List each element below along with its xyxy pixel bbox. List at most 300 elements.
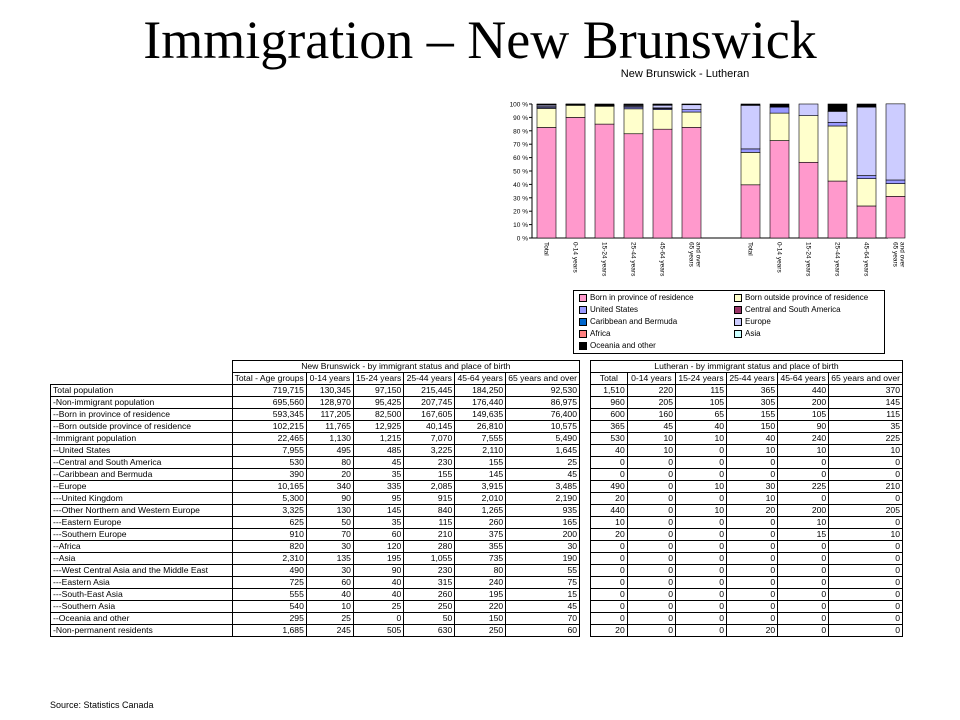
table-cell: 0 [829, 457, 903, 469]
table-cell: 190 [506, 553, 580, 565]
table-cell: 0 [627, 601, 675, 613]
table-cell: 2,010 [455, 493, 506, 505]
legend-label: Oceania and other [590, 341, 656, 350]
table-cell: 10 [676, 481, 727, 493]
x-tick-label: 45-64 years [862, 242, 870, 277]
bar-segment [566, 117, 585, 238]
table-cell: 70 [506, 613, 580, 625]
legend-swatch [579, 318, 587, 326]
table-row [51, 541, 580, 553]
table-cell: 0 [829, 553, 903, 565]
x-tick-label: 25-44 years [833, 242, 841, 277]
legend-item [734, 329, 761, 339]
bar-segment [799, 104, 818, 116]
row-label: ---Other Northern and Western Europe [51, 505, 233, 517]
table-cell: 915 [404, 493, 455, 505]
table-cell: 10 [727, 445, 778, 457]
table-cell: 10 [829, 445, 903, 457]
x-tick-label: Total [746, 242, 754, 256]
table-cell: 910 [232, 529, 306, 541]
bar-segment [857, 107, 876, 175]
table-cell: 30 [306, 541, 353, 553]
table-row [591, 529, 903, 541]
table-cell: 0 [676, 541, 727, 553]
table-cell: 145 [353, 505, 403, 517]
table-cell: 240 [455, 577, 506, 589]
table-cell: 86,975 [506, 397, 580, 409]
table-cell: 10 [627, 445, 675, 457]
table-cell: 45 [353, 457, 403, 469]
y-tick-label: 10 % [513, 222, 528, 230]
legend-item [579, 317, 677, 327]
bar-segment [828, 104, 847, 111]
legend-label: Europe [745, 317, 771, 326]
legend-swatch [734, 330, 742, 338]
legend-label: Africa [590, 329, 611, 338]
table-row [591, 421, 903, 433]
table-row [591, 589, 903, 601]
x-tick-label: and over [694, 242, 702, 268]
column-header: 65 years and over [829, 373, 903, 385]
row-label: --Caribbean and Bermuda [51, 469, 233, 481]
table-cell: 365 [727, 385, 778, 397]
table-cell: 0 [778, 625, 829, 637]
table-cell: 240 [778, 433, 829, 445]
table-cell: 0 [829, 565, 903, 577]
row-label: ---South-East Asia [51, 589, 233, 601]
table-row [51, 385, 580, 397]
x-tick-label: 15-24 years [804, 242, 812, 277]
table-row [51, 445, 580, 457]
bar-segment [741, 104, 760, 105]
legend-swatch [734, 318, 742, 326]
table-cell: 50 [306, 517, 353, 529]
legend-swatch [579, 306, 587, 314]
y-tick-label: 60 % [513, 155, 528, 163]
bar-segment [799, 162, 818, 238]
table-cell: 2,190 [506, 493, 580, 505]
table-cell: 200 [778, 397, 829, 409]
table-cell: 335 [353, 481, 403, 493]
table-cell: 95,425 [353, 397, 403, 409]
table-cell: 935 [506, 505, 580, 517]
table-cell: 1,265 [455, 505, 506, 517]
bar-segment [682, 110, 701, 112]
table-cell: 40 [676, 421, 727, 433]
column-header: Total - Age groups [232, 373, 306, 385]
table-row [51, 457, 580, 469]
table-cell: 245 [306, 625, 353, 637]
table-cell: 1,215 [353, 433, 403, 445]
table-cell: 7,555 [455, 433, 506, 445]
table-cell: 0 [727, 565, 778, 577]
table-cell: 0 [627, 505, 675, 517]
row-label: Total population [51, 385, 233, 397]
table-cell: 695,560 [232, 397, 306, 409]
bar-segment [682, 104, 701, 105]
table-cell: 40 [353, 589, 403, 601]
row-label: ---West Central Asia and the Middle East [51, 565, 233, 577]
x-tick-label: and over [898, 242, 906, 268]
bar-segment [595, 106, 614, 124]
table-cell: 10 [676, 433, 727, 445]
bar-segment [857, 104, 876, 107]
table-cell: 0 [591, 613, 628, 625]
legend-item [734, 317, 771, 327]
table-cell: 10 [778, 517, 829, 529]
table-cell: 0 [727, 553, 778, 565]
table-row [591, 577, 903, 589]
table-cell: 117,205 [306, 409, 353, 421]
table-cell: 30 [506, 541, 580, 553]
y-tick-label: 50 % [513, 168, 528, 176]
table-cell: 0 [627, 493, 675, 505]
y-tick-label: 100 % [509, 101, 528, 109]
table-cell: 130,345 [306, 385, 353, 397]
table-row [51, 625, 580, 637]
table-cell: 210 [404, 529, 455, 541]
legend-item [579, 341, 656, 351]
chart-title: New Brunswick - Lutheran [620, 68, 750, 80]
table-cell: 820 [232, 541, 306, 553]
bar-segment [741, 152, 760, 184]
table-cell: 65 [676, 409, 727, 421]
table-row [51, 469, 580, 481]
legend-swatch [579, 330, 587, 338]
table-cell: 260 [404, 589, 455, 601]
table-cell: 60 [353, 529, 403, 541]
table-title-row [591, 361, 903, 373]
table-cell: 600 [591, 409, 628, 421]
bar-segment [828, 111, 847, 122]
table-row [51, 397, 580, 409]
table-cell: 135 [306, 553, 353, 565]
table-cell: 0 [778, 565, 829, 577]
table-cell: 0 [676, 625, 727, 637]
table-cell: 0 [829, 589, 903, 601]
table-cell: 0 [778, 553, 829, 565]
bar-segment [770, 104, 789, 107]
table-cell: 115 [676, 385, 727, 397]
table-cell: 0 [676, 589, 727, 601]
table-cell: 0 [676, 529, 727, 541]
legend-label: Born in province of residence [590, 293, 694, 302]
table-row [591, 433, 903, 445]
table-cell: 0 [627, 457, 675, 469]
table-cell: 155 [455, 457, 506, 469]
table-title: New Brunswick - by immigrant status and place of birth [232, 361, 579, 373]
table-cell: 45 [627, 421, 675, 433]
table-cell: 22,465 [232, 433, 306, 445]
table-row [591, 553, 903, 565]
table-cell: 2,085 [404, 481, 455, 493]
table-title-row [51, 361, 580, 373]
bar-segment [624, 109, 643, 134]
legend-item [579, 329, 610, 339]
column-header: 65 years and over [506, 373, 580, 385]
x-tick-label: 15-24 years [600, 242, 608, 277]
y-tick-label: 80 % [513, 128, 528, 136]
table-cell: 280 [404, 541, 455, 553]
table-cell: 0 [727, 589, 778, 601]
table-header-row [51, 373, 580, 385]
legend-item [579, 293, 694, 303]
bar-segment [741, 185, 760, 238]
y-tick-label: 70 % [513, 141, 528, 149]
table-cell: 90 [353, 565, 403, 577]
table-cell: 530 [232, 457, 306, 469]
table-cell: 75 [506, 577, 580, 589]
table-cell: 25 [353, 601, 403, 613]
table-cell: 375 [455, 529, 506, 541]
row-label: --Asia [51, 553, 233, 565]
bar-segment [857, 176, 876, 179]
table-row [591, 397, 903, 409]
table-cell: 1,510 [591, 385, 628, 397]
table-cell: 505 [353, 625, 403, 637]
x-tick-label: 65 years [891, 242, 899, 267]
chart-svg [480, 68, 906, 290]
table-cell: 0 [778, 541, 829, 553]
table-row [591, 565, 903, 577]
table-cell: 0 [591, 565, 628, 577]
table-cell: 40,145 [404, 421, 455, 433]
table-cell: 205 [829, 505, 903, 517]
table-cell: 10 [627, 433, 675, 445]
table-cell: 10,165 [232, 481, 306, 493]
bar-segment [595, 104, 614, 105]
table-cell: 0 [829, 613, 903, 625]
row-label: --Born outside province of residence [51, 421, 233, 433]
table-row [51, 433, 580, 445]
legend-item [734, 293, 868, 303]
table-cell: 150 [727, 421, 778, 433]
table-cell: 195 [353, 553, 403, 565]
table-cell: 155 [727, 409, 778, 421]
y-tick-label: 40 % [513, 181, 528, 189]
table-cell: 40 [591, 445, 628, 457]
table-cell: 95 [353, 493, 403, 505]
bar-segment [886, 184, 905, 197]
table-row [591, 625, 903, 637]
table-row [591, 409, 903, 421]
table-cell: 960 [591, 397, 628, 409]
bar-segment [682, 112, 701, 127]
table-cell: 55 [506, 565, 580, 577]
bar-segment [770, 113, 789, 140]
bar-segment [857, 179, 876, 206]
table-cell: 0 [676, 457, 727, 469]
row-label: --Oceania and other [51, 613, 233, 625]
table-cell: 128,970 [306, 397, 353, 409]
slide-title: Immigration – New Brunswick [143, 10, 817, 70]
legend-label: Caribbean and Bermuda [590, 317, 678, 326]
bar-segment [682, 127, 701, 238]
table-header-row [591, 373, 903, 385]
bar-segment [828, 181, 847, 238]
table-cell: 370 [829, 385, 903, 397]
x-tick-label: 0-14 years [571, 242, 579, 273]
table-cell: 0 [627, 553, 675, 565]
table-cell: 220 [627, 385, 675, 397]
table-cell: 60 [306, 577, 353, 589]
table-cell: 1,645 [506, 445, 580, 457]
column-header: Total [591, 373, 628, 385]
table-cell: 10 [676, 505, 727, 517]
column-header: 0-14 years [627, 373, 675, 385]
table-cell: 0 [829, 601, 903, 613]
table-row [51, 493, 580, 505]
row-label: -Non-immigrant population [51, 397, 233, 409]
row-label: ---Southern Asia [51, 601, 233, 613]
table-cell: 490 [232, 565, 306, 577]
table-cell: 0 [676, 493, 727, 505]
bar-segment [653, 110, 672, 130]
table-cell: 15 [778, 529, 829, 541]
legend-label: Born outside province of residence [745, 293, 869, 302]
y-tick-label: 90 % [513, 114, 528, 122]
table-cell: 12,925 [353, 421, 403, 433]
table-cell: 0 [627, 481, 675, 493]
x-tick-label: 0-14 years [775, 242, 783, 273]
table-cell: 30 [727, 481, 778, 493]
bar-segment [682, 105, 701, 110]
table-cell: 0 [778, 613, 829, 625]
row-label: --Central and South America [51, 457, 233, 469]
table-cell: 230 [404, 565, 455, 577]
legend-item [734, 305, 841, 315]
table-cell: 82,500 [353, 409, 403, 421]
column-header: 45-64 years [778, 373, 829, 385]
table-cell: 105 [676, 397, 727, 409]
table-row [51, 565, 580, 577]
legend-label: United States [590, 305, 639, 314]
source-note: Source: Statistics Canada [50, 700, 154, 710]
table-cell: 0 [591, 541, 628, 553]
table-cell: 1,130 [306, 433, 353, 445]
table-cell: 260 [455, 517, 506, 529]
bar-segment [537, 108, 556, 127]
table-cell: 26,810 [455, 421, 506, 433]
blank-cell [51, 373, 233, 385]
column-header: 15-24 years [353, 373, 403, 385]
table-cell: 10 [829, 529, 903, 541]
bar-segment [886, 104, 905, 180]
bar-segment [770, 141, 789, 238]
table-cell: 1,685 [232, 625, 306, 637]
table-cell: 0 [727, 517, 778, 529]
table-cell: 5,300 [232, 493, 306, 505]
table-cell: 15 [506, 589, 580, 601]
table-cell: 35 [829, 421, 903, 433]
table-cell: 225 [829, 433, 903, 445]
table-cell: 0 [627, 517, 675, 529]
table-cell: 390 [232, 469, 306, 481]
table-cell: 10 [727, 493, 778, 505]
table-cell: 0 [727, 529, 778, 541]
table-cell: 0 [829, 625, 903, 637]
table-cell: 149,635 [455, 409, 506, 421]
table-row [51, 481, 580, 493]
bar-segment [624, 134, 643, 238]
table-row [591, 385, 903, 397]
table-cell: 0 [591, 553, 628, 565]
table-cell: 40 [353, 577, 403, 589]
table-cell: 340 [306, 481, 353, 493]
table-cell: 3,325 [232, 505, 306, 517]
row-label: --Africa [51, 541, 233, 553]
bar-segment [828, 126, 847, 181]
table-cell: 305 [727, 397, 778, 409]
row-label: -Immigrant population [51, 433, 233, 445]
table-cell: 90 [306, 493, 353, 505]
table-cell: 10,575 [506, 421, 580, 433]
table-cell: 440 [778, 385, 829, 397]
table-cell: 630 [404, 625, 455, 637]
table-cell: 167,605 [404, 409, 455, 421]
y-tick-label: 20 % [513, 208, 528, 216]
row-label: -Non-permanent residents [51, 625, 233, 637]
table-cell: 555 [232, 589, 306, 601]
table-cell: 115 [829, 409, 903, 421]
table-cell: 593,345 [232, 409, 306, 421]
table-row [591, 613, 903, 625]
table-cell: 130 [306, 505, 353, 517]
new-brunswick-table [50, 360, 580, 637]
table-cell: 11,765 [306, 421, 353, 433]
table-cell: 145 [455, 469, 506, 481]
legend-label: Asia [745, 329, 761, 338]
table-cell: 485 [353, 445, 403, 457]
table-cell: 176,440 [455, 397, 506, 409]
table-cell: 0 [778, 589, 829, 601]
table-cell: 220 [455, 601, 506, 613]
table-cell: 30 [306, 565, 353, 577]
column-header: 25-44 years [727, 373, 778, 385]
bar-segment [566, 105, 585, 117]
row-label: ---Eastern Europe [51, 517, 233, 529]
legend-swatch [579, 294, 587, 302]
table-cell: 50 [404, 613, 455, 625]
row-label: --Born in province of residence [51, 409, 233, 421]
bar-segment [886, 180, 905, 184]
table-cell: 40 [306, 589, 353, 601]
column-header: 0-14 years [306, 373, 353, 385]
chart-legend [573, 290, 885, 354]
table-row [51, 601, 580, 613]
table-row [591, 469, 903, 481]
table-cell: 365 [591, 421, 628, 433]
table-cell: 3,915 [455, 481, 506, 493]
table-cell: 0 [353, 613, 403, 625]
bar-segment [653, 104, 672, 105]
lutheran-table [590, 360, 903, 637]
table-cell: 20 [591, 529, 628, 541]
table-cell: 0 [676, 445, 727, 457]
table-cell: 725 [232, 577, 306, 589]
table-cell: 35 [353, 469, 403, 481]
table-cell: 0 [727, 541, 778, 553]
table-cell: 10 [591, 517, 628, 529]
table-cell: 0 [627, 625, 675, 637]
bar-segment [741, 149, 760, 152]
table-cell: 97,150 [353, 385, 403, 397]
legend-label: Central and South America [745, 305, 841, 314]
row-label: ---United Kingdom [51, 493, 233, 505]
table-cell: 225 [778, 481, 829, 493]
table-cell: 230 [404, 457, 455, 469]
table-cell: 2,110 [455, 445, 506, 457]
